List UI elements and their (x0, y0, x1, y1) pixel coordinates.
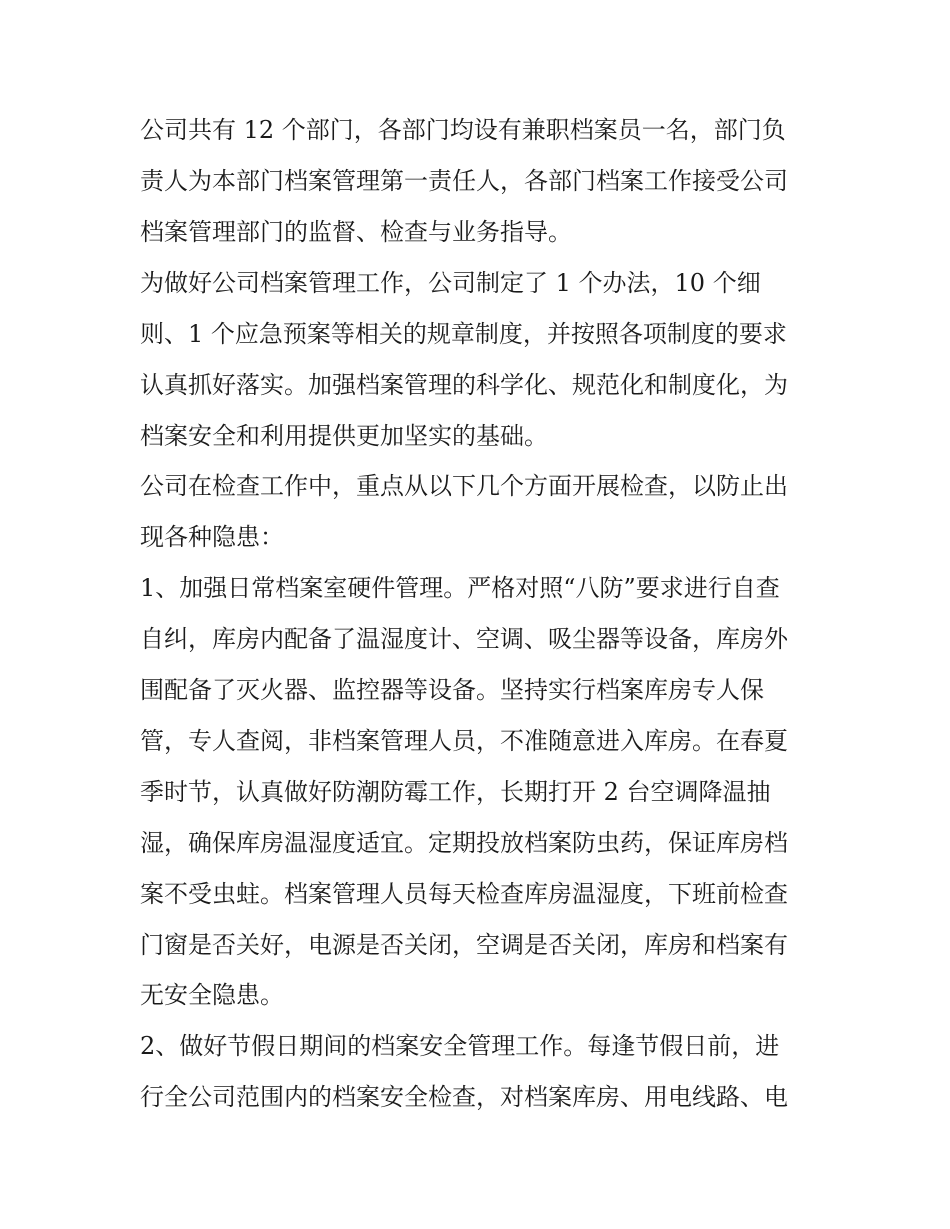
text-line: 公司在检查工作中，重点从以下几个方面开展检查，以防止出 (140, 472, 788, 500)
text-line: 门窗是否关好，电源是否关闭，空调是否关闭，库房和档案有 (140, 931, 788, 959)
text-line: 无安全隐患。 (140, 981, 284, 1009)
text-line: 案不受虫蛀。档案管理人员每天检查库房温湿度，下班前检查 (140, 880, 788, 908)
text-line: 则、1 个应急预案等相关的规章制度，并按照各项制度的要求 (140, 320, 787, 348)
text-line: 行全公司范围内的档案安全检查，对档案库房、用电线路、电 (140, 1083, 788, 1111)
text-line: 责人为本部门档案管理第一责任人，各部门档案工作接受公司 (140, 167, 788, 195)
text-line: 1、加强日常档案室硬件管理。严格对照“八防”要求进行自查 (140, 574, 780, 602)
text-line: 自纠，库房内配备了温湿度计、空调、吸尘器等设备，库房外 (140, 625, 788, 653)
text-line: 湿，确保库房温湿度适宜。定期投放档案防虫药，保证库房档 (140, 829, 788, 857)
text-line: 档案管理部门的监督、检查与业务指导。 (140, 218, 572, 246)
text-line: 管，专人查阅，非档案管理人员，不准随意进入库房。在春夏 (140, 727, 788, 755)
text-line: 公司共有 12 个部门，各部门均设有兼职档案员一名，部门负 (140, 116, 786, 144)
text-line: 为做好公司档案管理工作，公司制定了 1 个办法，10 个细 (140, 269, 761, 297)
text-line: 档案安全和利用提供更加坚实的基础。 (140, 422, 548, 450)
text-line: 认真抓好落实。加强档案管理的科学化、规范化和制度化，为 (140, 371, 788, 399)
text-line: 现各种隐患： (140, 523, 284, 551)
text-line: 季时节，认真做好防潮防霉工作，长期打开 2 台空调降温抽 (140, 778, 771, 806)
text-line: 2、做好节假日期间的档案安全管理工作。每逢节假日前，进 (140, 1032, 780, 1060)
text-line: 围配备了灭火器、监控器等设备。坚持实行档案库房专人保 (140, 676, 764, 704)
